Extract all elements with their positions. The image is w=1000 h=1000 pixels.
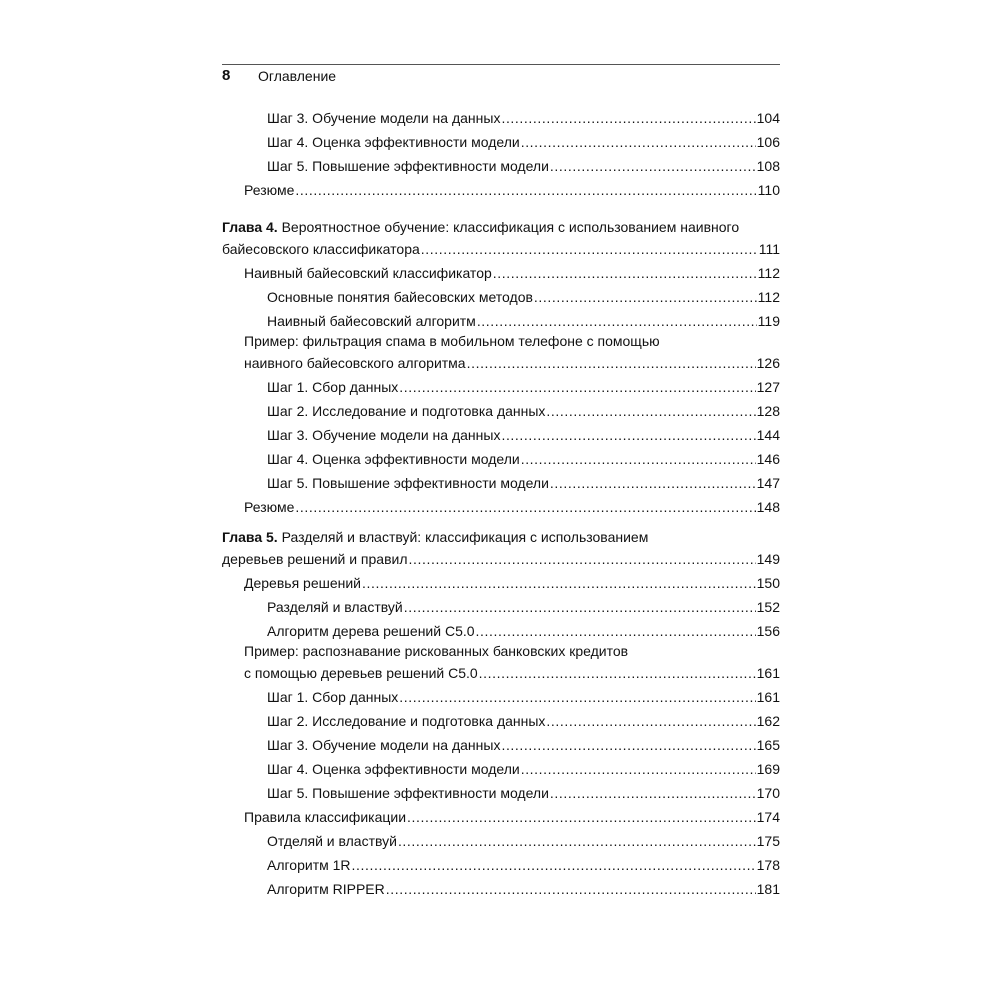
toc-page-number: 106 xyxy=(756,134,780,150)
toc-page-number: 146 xyxy=(756,451,780,467)
dot-leader xyxy=(550,785,756,802)
toc-page-number: 104 xyxy=(756,110,780,126)
toc-entry-label: Шаг 1. Сбор данных xyxy=(267,689,399,705)
toc-entry-label: Наивный байесовский классификатор xyxy=(244,265,492,281)
toc-entry-label: Шаг 3. Обучение модели на данных xyxy=(267,427,501,443)
toc-page-number: 108 xyxy=(756,158,780,174)
dot-leader xyxy=(501,427,755,444)
toc-subsection-entry[interactable] xyxy=(267,854,780,874)
toc-entry-label: с помощью деревьев решений C5.0 xyxy=(244,665,478,681)
toc-entry-label: Разделяй и властвуй xyxy=(267,599,403,615)
toc-entry-label: Резюме xyxy=(244,182,295,198)
toc-entry-first-line xyxy=(222,529,780,546)
toc-page-number: 165 xyxy=(756,737,780,753)
dot-leader xyxy=(534,289,757,306)
toc-entry-first-line xyxy=(222,219,780,236)
toc-entry-label: байесовского классификатора xyxy=(222,241,420,257)
toc-entry-label: Шаг 1. Сбор данных xyxy=(267,379,399,395)
toc-entry-label: Наивный байесовский алгоритм xyxy=(267,313,476,329)
toc-chapter-entry[interactable] xyxy=(222,238,780,258)
toc-subsection-entry[interactable] xyxy=(267,782,780,802)
toc-entry-text: Пример: распознавание рискованных банковских кредитов xyxy=(244,643,629,659)
toc-entry-label: наивного байесовского алгоритма xyxy=(244,355,466,371)
toc-page-number: 128 xyxy=(756,403,780,419)
dot-leader xyxy=(546,713,755,730)
toc-chapter-entry[interactable] xyxy=(222,548,780,568)
toc-page-number: 126 xyxy=(756,355,780,371)
toc-entry-label: Алгоритм 1R xyxy=(267,857,351,873)
toc-subsection-entry[interactable] xyxy=(267,107,780,127)
running-title: Оглавление xyxy=(258,68,337,84)
dot-leader xyxy=(476,623,756,640)
dot-leader xyxy=(501,737,755,754)
toc-page-number: 111 xyxy=(758,241,780,257)
toc-subsection-entry[interactable] xyxy=(267,620,780,640)
toc-subsection-entry[interactable] xyxy=(267,131,780,151)
toc-page-number: 110 xyxy=(757,182,780,198)
dot-leader xyxy=(409,551,756,568)
toc-page-number: 119 xyxy=(757,313,780,329)
toc-page-number: 162 xyxy=(756,713,780,729)
toc-subsection-entry[interactable] xyxy=(267,734,780,754)
dot-leader xyxy=(550,158,756,175)
toc-subsection-entry[interactable] xyxy=(267,310,780,330)
toc-entry-label: Шаг 3. Обучение модели на данных xyxy=(267,737,501,753)
toc-subsection-entry[interactable] xyxy=(267,424,780,444)
toc-page-number: 147 xyxy=(756,475,780,491)
toc-section-entry[interactable] xyxy=(244,352,780,372)
toc-section-entry[interactable] xyxy=(244,572,780,592)
toc-subsection-entry[interactable] xyxy=(267,400,780,420)
toc-entry-label: Отделяй и властвуй xyxy=(267,833,397,849)
toc-page-number: 169 xyxy=(756,761,780,777)
toc-subsection-entry[interactable] xyxy=(267,758,780,778)
toc-entry-label: Шаг 5. Повышение эффективности модели xyxy=(267,785,549,801)
toc-page-number: 149 xyxy=(756,551,780,567)
dot-leader xyxy=(404,599,756,616)
dot-leader xyxy=(479,665,756,682)
dot-leader xyxy=(295,182,756,199)
toc-page-number: 174 xyxy=(756,809,780,825)
toc-section-entry[interactable] xyxy=(244,662,780,682)
toc-entry-text: Пример: фильтрация спама в мобильном телефоне с помощью xyxy=(244,333,660,349)
toc-page-number: 156 xyxy=(756,623,780,639)
dot-leader xyxy=(398,833,756,850)
chapter-number: Глава 5. xyxy=(222,529,278,545)
toc-page-number: 148 xyxy=(756,499,780,515)
toc-page-number: 112 xyxy=(757,265,780,281)
toc-entry-first-line xyxy=(244,333,780,350)
toc-entry-label: Шаг 4. Оценка эффективности модели xyxy=(267,134,520,150)
dot-leader xyxy=(399,689,755,706)
toc-subsection-entry[interactable] xyxy=(267,448,780,468)
toc-page-number: 178 xyxy=(756,857,780,873)
dot-leader xyxy=(352,857,756,874)
dot-leader xyxy=(521,451,756,468)
toc-subsection-entry[interactable] xyxy=(267,878,780,898)
header-rule xyxy=(222,64,780,65)
dot-leader xyxy=(477,313,757,330)
toc-entry-label: Резюме xyxy=(244,499,295,515)
dot-leader xyxy=(362,575,756,592)
dot-leader xyxy=(550,475,756,492)
toc-page-number: 127 xyxy=(756,379,780,395)
toc-page-number: 161 xyxy=(756,665,780,681)
toc-subsection-entry[interactable] xyxy=(267,686,780,706)
toc-entry-label: Шаг 2. Исследование и подготовка данных xyxy=(267,713,546,729)
toc-entry-text: Разделяй и властвуй: классификация с использованием xyxy=(281,529,649,545)
toc-entry-label: Шаг 5. Повышение эффективности модели xyxy=(267,158,549,174)
dot-leader xyxy=(399,379,755,396)
toc-section-entry[interactable] xyxy=(244,179,780,199)
toc-entry-label: деревьев решений и правил xyxy=(222,551,408,567)
toc-subsection-entry[interactable] xyxy=(267,376,780,396)
toc-subsection-entry[interactable] xyxy=(267,596,780,616)
dot-leader xyxy=(501,110,755,127)
toc-entry-label: Алгоритм дерева решений C5.0 xyxy=(267,623,475,639)
dot-leader xyxy=(521,761,756,778)
toc-entry-label: Шаг 5. Повышение эффективности модели xyxy=(267,475,549,491)
toc-section-entry[interactable] xyxy=(244,806,780,826)
dot-leader xyxy=(467,355,756,372)
chapter-number: Глава 4. xyxy=(222,219,278,235)
dot-leader xyxy=(295,499,755,516)
toc-entry-label: Шаг 4. Оценка эффективности модели xyxy=(267,761,520,777)
toc-entry-text: Вероятностное обучение: классификация с использованием наивного xyxy=(281,219,740,235)
toc-page-number: 175 xyxy=(756,833,780,849)
toc-page-number: 152 xyxy=(756,599,780,615)
dot-leader xyxy=(407,809,756,826)
toc-page-number: 144 xyxy=(756,427,780,443)
dot-leader xyxy=(493,265,757,282)
dot-leader xyxy=(546,403,755,420)
toc-entry-label: Основные понятия байесовских методов xyxy=(267,289,533,305)
toc-entry-label: Алгоритм RIPPER xyxy=(267,881,385,897)
dot-leader xyxy=(386,881,756,898)
dot-leader xyxy=(521,134,756,151)
toc-entry-label: Шаг 4. Оценка эффективности модели xyxy=(267,451,520,467)
toc-page-number: 170 xyxy=(756,785,780,801)
toc-entry-first-line xyxy=(244,643,780,660)
toc-entry-label: Правила классификации xyxy=(244,809,407,825)
toc-entry-label: Шаг 2. Исследование и подготовка данных xyxy=(267,403,546,419)
toc-subsection-entry[interactable] xyxy=(267,710,780,730)
page-number: 8 xyxy=(222,67,231,84)
toc-page-number: 112 xyxy=(757,289,780,305)
toc-page-number: 181 xyxy=(756,881,780,897)
toc-subsection-entry[interactable] xyxy=(267,830,780,850)
toc-subsection-entry[interactable] xyxy=(267,286,780,306)
toc-section-entry[interactable] xyxy=(244,496,780,516)
toc-page-number: 150 xyxy=(756,575,780,591)
toc-subsection-entry[interactable] xyxy=(267,155,780,175)
toc-entry-label: Шаг 3. Обучение модели на данных xyxy=(267,110,501,126)
toc-subsection-entry[interactable] xyxy=(267,472,780,492)
toc-section-entry[interactable] xyxy=(244,262,780,282)
dot-leader xyxy=(421,241,758,258)
toc-entry-label: Деревья решений xyxy=(244,575,362,591)
toc-page-number: 161 xyxy=(756,689,780,705)
